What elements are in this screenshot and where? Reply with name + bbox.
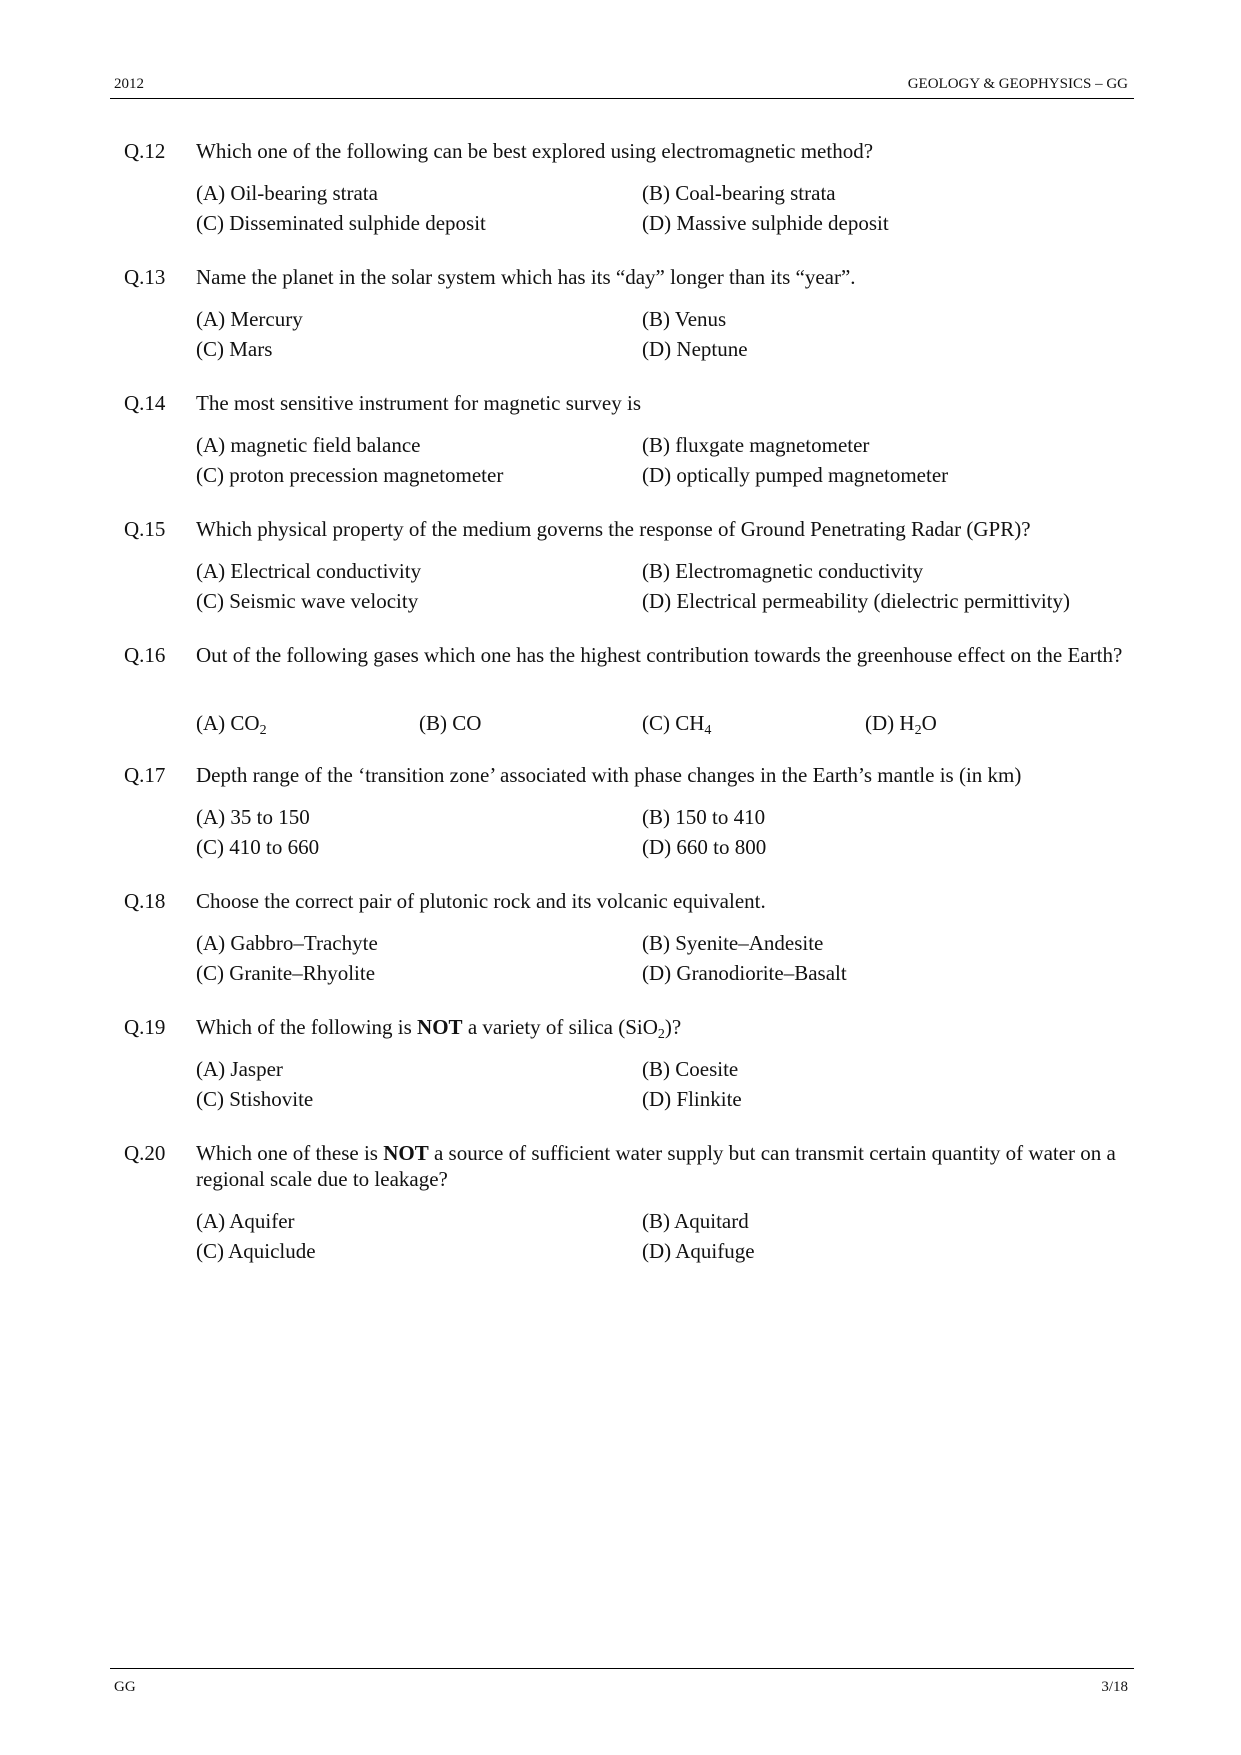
option-a: (A) 35 to 150 xyxy=(196,805,310,829)
question-number: Q.17 xyxy=(124,763,166,787)
question-text: Which one of the following can be best explored using electromagnetic method? xyxy=(196,139,874,163)
option-b: (B) CO xyxy=(419,711,482,735)
question-number: Q.20 xyxy=(124,1141,166,1165)
question-text: Which one of these is NOT a source of sufficient water supply but can transmit certain quantity of water on a regional scale due to leakage? xyxy=(196,1141,1116,1191)
option-c: (C) Seismic wave velocity xyxy=(196,589,419,613)
option-d: (D) Flinkite xyxy=(642,1087,742,1111)
option-c: (C) Disseminated sulphide deposit xyxy=(196,211,486,235)
option-c: (C) proton precession magnetometer xyxy=(196,463,504,487)
option-c: (C) $CH_4$ xyxy=(642,711,712,738)
question-text: Out of the following gases which one has the highest contribution towards the greenhouse effect on the Earth? xyxy=(196,643,1123,667)
question-number: Q.13 xyxy=(124,265,166,289)
option-b: (B) 150 to 410 xyxy=(642,805,766,829)
option-a: (A) Aquifer xyxy=(196,1209,295,1233)
option-c: (C) Granite–Rhyolite xyxy=(196,961,376,985)
option-d: (D) $H_2O$ xyxy=(865,711,937,738)
question-text: Which physical property of the medium governs the response of Ground Penetrating Radar (GPR)? xyxy=(196,517,1031,541)
question-text: The most sensitive instrument for magnetic survey is xyxy=(196,391,641,415)
question-number: Q.12 xyxy=(124,139,166,163)
header-subject: GEOLOGY & GEOPHYSICS – GG xyxy=(907,76,1128,92)
question-number: Q.18 xyxy=(124,889,166,913)
option-d: (D) Massive sulphide deposit xyxy=(642,211,889,235)
option-a: (A) magnetic field balance xyxy=(196,433,421,457)
option-b: (B) Coal-bearing strata xyxy=(642,181,836,205)
question-number: Q.19 xyxy=(124,1015,166,1039)
option-b: (B) Coesite xyxy=(642,1057,739,1081)
option-a: (A) Mercury xyxy=(196,307,303,331)
option-d: (D) Neptune xyxy=(642,337,748,361)
question-number: Q.14 xyxy=(124,391,166,415)
page-header xyxy=(110,74,1134,99)
option-a: (A) Gabbro–Trachyte xyxy=(196,931,378,955)
page-footer xyxy=(110,1668,1134,1699)
question-text: Name the planet in the solar system which has its “day” longer than its “year”. xyxy=(196,265,856,289)
option-a: (A) Oil-bearing strata xyxy=(196,181,378,205)
option-c: (C) Mars xyxy=(196,337,273,361)
option-c: (C) 410 to 660 xyxy=(196,835,320,859)
option-a: (A) Jasper xyxy=(196,1057,283,1081)
option-a: (A) $CO_2$ xyxy=(196,711,267,738)
option-d: (D) Electrical permeability (dielectric permittivity) xyxy=(642,589,1070,613)
page-number: 3/18 xyxy=(1101,1679,1128,1695)
option-b: (B) Aquitard xyxy=(642,1209,749,1233)
option-d: (D) optically pumped magnetometer xyxy=(642,463,949,487)
footer-code: GG xyxy=(114,1679,136,1695)
question-text: Which of the following is NOT a variety of silica (SiO$_2$)? xyxy=(196,1015,682,1042)
option-b: (B) Syenite–Andesite xyxy=(642,931,824,955)
option-c: (C) Stishovite xyxy=(196,1087,314,1111)
option-b: (B) Electromagnetic conductivity xyxy=(642,559,924,583)
question-number: Q.16 xyxy=(124,643,166,667)
option-d: (D) 660 to 800 xyxy=(642,835,767,859)
question-text: Depth range of the ‘transition zone’ associated with phase changes in the Earth’s mantle is (in km) xyxy=(196,763,1022,787)
option-b: (B) fluxgate magnetometer xyxy=(642,433,870,457)
question-text: Choose the correct pair of plutonic rock and its volcanic equivalent. xyxy=(196,889,766,913)
header-year: 2012 xyxy=(114,76,144,92)
option-a: (A) Electrical conductivity xyxy=(196,559,422,583)
option-b: (B) Venus xyxy=(642,307,727,331)
option-c: (C) Aquiclude xyxy=(196,1239,316,1263)
option-d: (D) Granodiorite–Basalt xyxy=(642,961,847,985)
question-number: Q.15 xyxy=(124,517,166,541)
option-d: (D) Aquifuge xyxy=(642,1239,755,1263)
